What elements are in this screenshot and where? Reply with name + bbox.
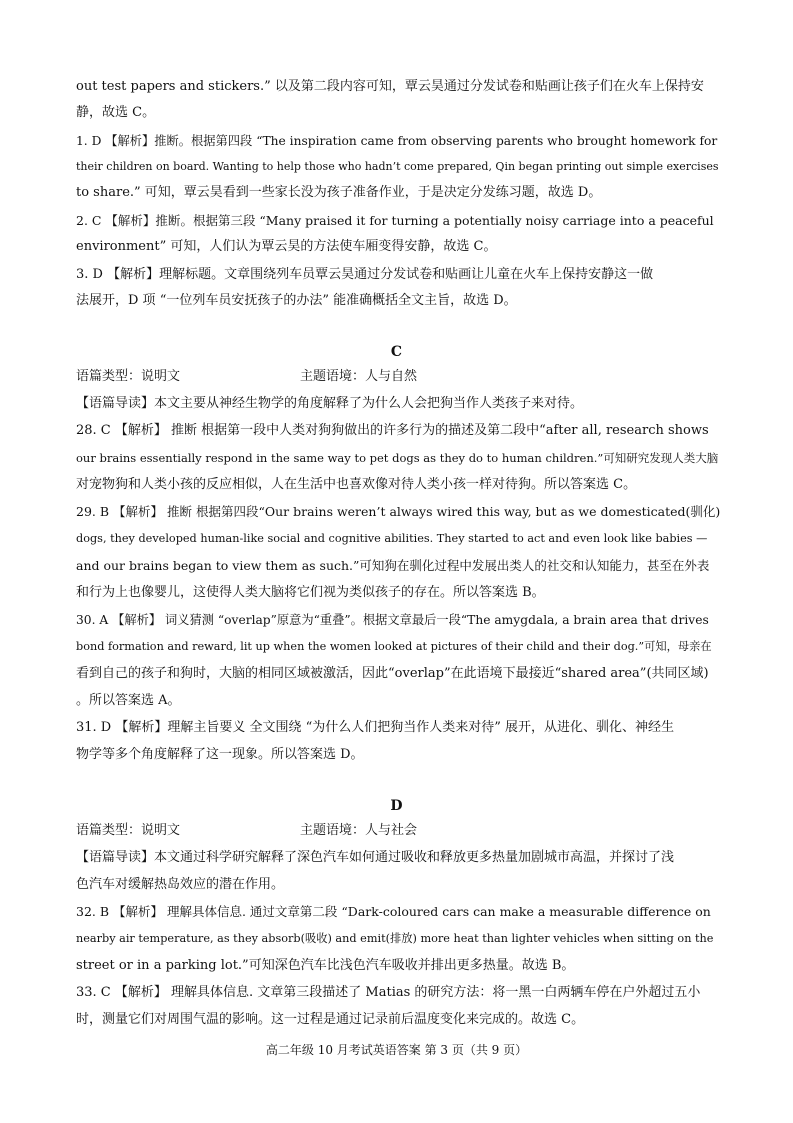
- text-line: 对宠物狗和人类小孩的反应相似，人在生活中也喜欢像对待人类小孩一样对待狗。所以答案选 C。: [76, 477, 637, 492]
- text-line: dogs, they developed human-like social and cognitive abilities. They started to act and even look like babies —: [76, 532, 708, 545]
- section-heading-d: D: [390, 798, 403, 814]
- text-line: street or in a parking lot.”可知深色汽车比浅色汽车吸收并排出更多热量。故选 B。: [76, 958, 575, 973]
- text-line: environment” 可知，人们认为覃云昊的方法使车厢变得安静，故选 C。: [76, 239, 497, 254]
- text-line: 31. D 【解析】理解主旨要义 全文围绕 “为什么人们把狗当作人类来对待” 展开，从进化、驯化、神经生: [76, 720, 675, 735]
- section-heading-c: C: [390, 344, 403, 360]
- theme-label: 主题语境：人与社会: [300, 823, 418, 838]
- text-line: 【语篇导读】本文主要从神经生物学的角度解释了为什么人会把狗当作人类孩子来对待。: [76, 396, 584, 411]
- theme-label: 主题语境：人与自然: [300, 369, 418, 384]
- text-line: 时，测量它们对周围气温的影响。这一过程是通过记录前后温度变化来完成的。故选 C。: [76, 1012, 585, 1027]
- text-line: 物学等多个角度解释了这一现象。所以答案选 D。: [76, 747, 364, 762]
- text-line: nearby air temperature, as they absorb(吸收) and emit(排放) more heat than lighter vehicles when sitting on the: [76, 932, 714, 945]
- text-line: 1. D 【解析】推断。根据第四段 “The inspiration came from observing parents who brought homework for: [76, 134, 718, 148]
- text-line: their children on board. Wanting to help those who hadn’t come prepared, Qin began printing out simple exercises: [76, 160, 719, 173]
- text-line: 28. C 【解析】 推断 根据第一段中人类对狗狗做出的许多行为的描述及第二段中“after all, research shows: [76, 423, 709, 438]
- text-line: 【语篇导读】本文通过科学研究解释了深色汽车如何通过吸收和释放更多热量加剧城市高温，并探讨了浅: [76, 850, 675, 865]
- text-line: bond formation and reward, lit up when the women looked at pictures of their child and their dog.”可知，母亲在: [76, 640, 712, 653]
- text-line: 。所以答案选 A。: [76, 693, 181, 708]
- text-line: 和行为上也像婴儿，这使得人类大脑将它们视为类似孩子的存在。所以答案选 B。: [76, 585, 545, 600]
- text-line: 法展开，D 项 “一位列车员安抚孩子的办法” 能准确概括全文主旨，故选 D。: [76, 293, 517, 308]
- text-line: 2. C 【解析】推断。根据第三段 “Many praised it for turning a potentially noisy carriage into a peaceful: [76, 213, 714, 228]
- text-line: our brains essentially respond in the same way to pet dogs as they do to human children.”可知研究发现人类大脑: [76, 451, 719, 465]
- text-line: out test papers and stickers.” 以及第二段内容可知，覃云昊通过分发试卷和贴画让孩子们在火车上保持安: [76, 79, 704, 94]
- text-line: and our brains began to view them as such.”可知狗在驯化过程中发展出类人的社交和认知能力，甚至在外表: [76, 558, 710, 573]
- text-line: 色汽车对缓解热岛效应的潜在作用。: [76, 877, 285, 892]
- text-line: to share.” 可知，覃云昊看到一些家长没为孩子准备作业，于是决定分发练习题，故选 D。: [76, 185, 602, 200]
- genre-label: 语篇类型：说明文: [76, 823, 181, 838]
- text-line: 静，故选 C。: [76, 105, 156, 120]
- text-line: 33. C 【解析】 理解具体信息. 文章第三段描述了 Matias 的研究方法：将一黑一白两辆车停在户外超过五小: [76, 985, 701, 1000]
- text-line: 32. B 【解析】 理解具体信息. 通过文章第二段 “Dark-coloured cars can make a measurable difference on: [76, 904, 711, 919]
- text-line: 30. A 【解析】 词义猜测 “overlap”原意为“重叠”。根据文章最后一段“The amygdala, a brain area that drives: [76, 613, 709, 627]
- text-line: 看到自己的孩子和狗时，大脑的相同区域被激活，因此“overlap”在此语境下最接近“shared area”(共同区域): [76, 666, 709, 681]
- text-line: 29. B 【解析】 推断 根据第四段“Our brains weren’t always wired this way, but as we domesticated(驯化): [76, 504, 720, 519]
- page-footer: 高二年级 10 月考试英语答案 第 3 页（共 9 页）: [265, 1043, 528, 1057]
- genre-label: 语篇类型：说明文: [76, 369, 181, 384]
- text-line: 3. D 【解析】理解标题。文章围绕列车员覃云昊通过分发试卷和贴画让儿童在火车上保持安静这一做: [76, 267, 654, 282]
